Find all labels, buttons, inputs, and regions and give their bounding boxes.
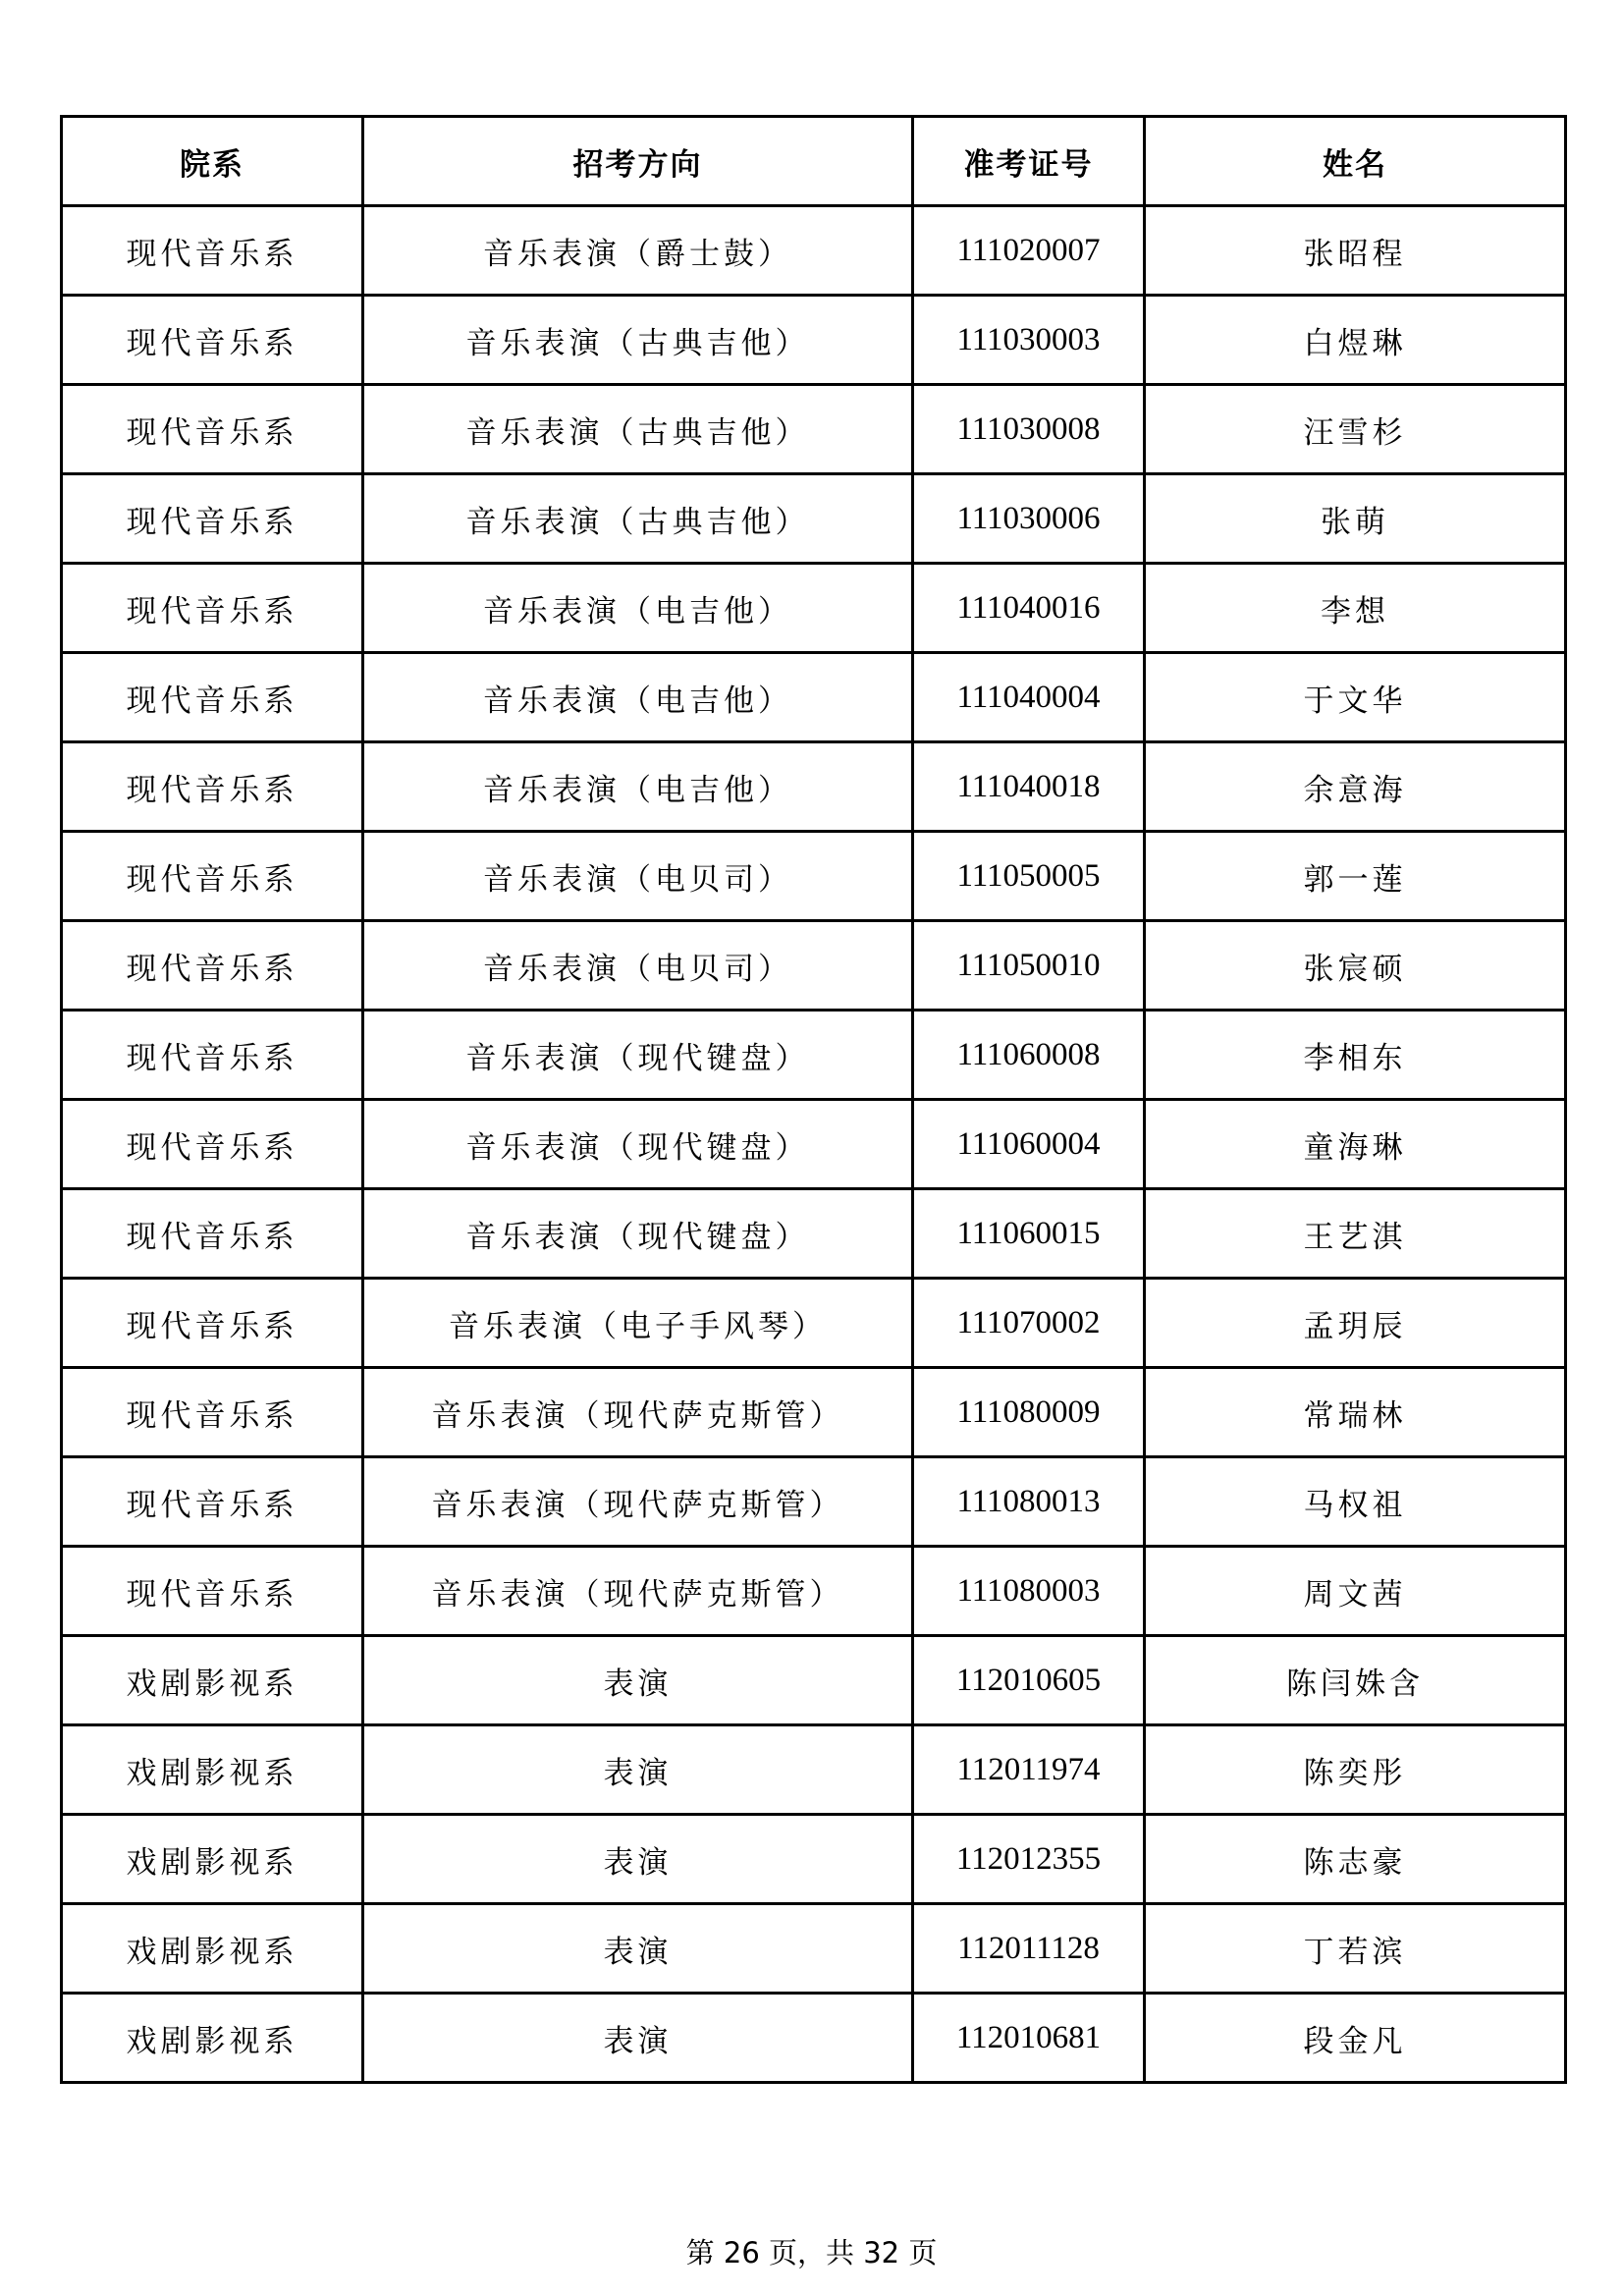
- cell-exam-id: 112010681: [913, 1994, 1145, 2083]
- cell-exam-id: 111080003: [913, 1547, 1145, 1636]
- cell-exam-id: 112010605: [913, 1636, 1145, 1725]
- header-department: 院系: [62, 117, 363, 206]
- cell-department: 戏剧影视系: [62, 1636, 363, 1725]
- cell-department: 戏剧影视系: [62, 1904, 363, 1994]
- table-row: [62, 564, 1566, 653]
- table-row: [62, 921, 1566, 1011]
- cell-exam-id: 111030006: [913, 474, 1145, 564]
- cell-direction: 音乐表演（古典吉他）: [363, 474, 913, 564]
- table-row: [62, 206, 1566, 296]
- cell-exam-id: 111050010: [913, 921, 1145, 1011]
- cell-name: 王艺淇: [1145, 1189, 1566, 1279]
- cell-name: 张昭程: [1145, 206, 1566, 296]
- cell-direction: 音乐表演（现代键盘）: [363, 1100, 913, 1189]
- cell-direction: 音乐表演（电吉他）: [363, 742, 913, 832]
- header-exam-id: 准考证号: [913, 117, 1145, 206]
- cell-exam-id: 112011974: [913, 1725, 1145, 1815]
- cell-department: 现代音乐系: [62, 1547, 363, 1636]
- cell-exam-id: 111030003: [913, 296, 1145, 385]
- cell-name: 常瑞林: [1145, 1368, 1566, 1457]
- cell-exam-id: 111080013: [913, 1457, 1145, 1547]
- cell-department: 现代音乐系: [62, 1368, 363, 1457]
- cell-name: 汪雪杉: [1145, 385, 1566, 474]
- cell-name: 于文华: [1145, 653, 1566, 742]
- cell-exam-id: 111060008: [913, 1011, 1145, 1100]
- cell-exam-id: 111050005: [913, 832, 1145, 921]
- cell-department: 现代音乐系: [62, 832, 363, 921]
- cell-name: 童海琳: [1145, 1100, 1566, 1189]
- cell-name: 郭一莲: [1145, 832, 1566, 921]
- cell-exam-id: 111040016: [913, 564, 1145, 653]
- table-row: [62, 1011, 1566, 1100]
- table-row: [62, 1994, 1566, 2083]
- table-row: [62, 1904, 1566, 1994]
- cell-department: 现代音乐系: [62, 564, 363, 653]
- cell-name: 李想: [1145, 564, 1566, 653]
- table-row: [62, 1279, 1566, 1368]
- cell-department: 现代音乐系: [62, 385, 363, 474]
- table-row: [62, 1547, 1566, 1636]
- table-row: [62, 742, 1566, 832]
- cell-direction: 表演: [363, 1994, 913, 2083]
- cell-direction: 音乐表演（现代萨克斯管）: [363, 1547, 913, 1636]
- cell-name: 段金凡: [1145, 1994, 1566, 2083]
- cell-direction: 表演: [363, 1636, 913, 1725]
- cell-name: 马权祖: [1145, 1457, 1566, 1547]
- table-row: [62, 296, 1566, 385]
- cell-exam-id: 111040018: [913, 742, 1145, 832]
- cell-name: 陈志豪: [1145, 1815, 1566, 1904]
- table-header-row: [62, 117, 1566, 206]
- cell-department: 现代音乐系: [62, 1279, 363, 1368]
- page-footer: 第 26 页，共 32 页: [685, 2236, 938, 2269]
- cell-exam-id: 111020007: [913, 206, 1145, 296]
- cell-department: 现代音乐系: [62, 1100, 363, 1189]
- cell-department: 现代音乐系: [62, 296, 363, 385]
- cell-department: 现代音乐系: [62, 206, 363, 296]
- cell-department: 现代音乐系: [62, 474, 363, 564]
- cell-name: 孟玥辰: [1145, 1279, 1566, 1368]
- cell-name: 余意海: [1145, 742, 1566, 832]
- cell-direction: 表演: [363, 1815, 913, 1904]
- table-body: [62, 206, 1566, 2083]
- cell-exam-id: 111070002: [913, 1279, 1145, 1368]
- header-name: 姓名: [1145, 117, 1566, 206]
- table-row: [62, 1368, 1566, 1457]
- cell-direction: 音乐表演（现代萨克斯管）: [363, 1457, 913, 1547]
- cell-department: 戏剧影视系: [62, 1815, 363, 1904]
- cell-department: 现代音乐系: [62, 1011, 363, 1100]
- table-row: [62, 832, 1566, 921]
- cell-direction: 音乐表演（现代键盘）: [363, 1189, 913, 1279]
- table-row: [62, 1100, 1566, 1189]
- cell-exam-id: 111030008: [913, 385, 1145, 474]
- cell-name: 张宸硕: [1145, 921, 1566, 1011]
- table-row: [62, 474, 1566, 564]
- cell-exam-id: 111040004: [913, 653, 1145, 742]
- cell-exam-id: 112011128: [913, 1904, 1145, 1994]
- cell-direction: 音乐表演（电贝司）: [363, 921, 913, 1011]
- admission-roster-table: [60, 115, 1567, 2084]
- cell-direction: 音乐表演（古典吉他）: [363, 296, 913, 385]
- table-row: [62, 1457, 1566, 1547]
- cell-direction: 音乐表演（现代键盘）: [363, 1011, 913, 1100]
- cell-name: 周文茜: [1145, 1547, 1566, 1636]
- cell-department: 现代音乐系: [62, 1189, 363, 1279]
- cell-direction: 音乐表演（电吉他）: [363, 653, 913, 742]
- cell-department: 现代音乐系: [62, 742, 363, 832]
- cell-name: 白煜琳: [1145, 296, 1566, 385]
- cell-direction: 音乐表演（电子手风琴）: [363, 1279, 913, 1368]
- cell-name: 张萌: [1145, 474, 1566, 564]
- cell-exam-id: 112012355: [913, 1815, 1145, 1904]
- cell-exam-id: 111080009: [913, 1368, 1145, 1457]
- cell-exam-id: 111060004: [913, 1100, 1145, 1189]
- cell-name: 李相东: [1145, 1011, 1566, 1100]
- cell-direction: 音乐表演（电吉他）: [363, 564, 913, 653]
- cell-exam-id: 111060015: [913, 1189, 1145, 1279]
- cell-name: 陈奕彤: [1145, 1725, 1566, 1815]
- table-row: [62, 1815, 1566, 1904]
- cell-department: 现代音乐系: [62, 921, 363, 1011]
- cell-direction: 表演: [363, 1725, 913, 1815]
- cell-department: 现代音乐系: [62, 1457, 363, 1547]
- table-row: [62, 1636, 1566, 1725]
- cell-department: 戏剧影视系: [62, 1994, 363, 2083]
- cell-direction: 音乐表演（电贝司）: [363, 832, 913, 921]
- roster-sheet: [60, 115, 1564, 2084]
- cell-direction: 音乐表演（现代萨克斯管）: [363, 1368, 913, 1457]
- table-row: [62, 1725, 1566, 1815]
- cell-direction: 音乐表演（爵士鼓）: [363, 206, 913, 296]
- table-row: [62, 385, 1566, 474]
- table-row: [62, 653, 1566, 742]
- cell-name: 陈闫姝含: [1145, 1636, 1566, 1725]
- cell-direction: 表演: [363, 1904, 913, 1994]
- cell-department: 戏剧影视系: [62, 1725, 363, 1815]
- cell-name: 丁若滨: [1145, 1904, 1566, 1994]
- header-direction: 招考方向: [363, 117, 913, 206]
- table-row: [62, 1189, 1566, 1279]
- cell-department: 现代音乐系: [62, 653, 363, 742]
- cell-direction: 音乐表演（古典吉他）: [363, 385, 913, 474]
